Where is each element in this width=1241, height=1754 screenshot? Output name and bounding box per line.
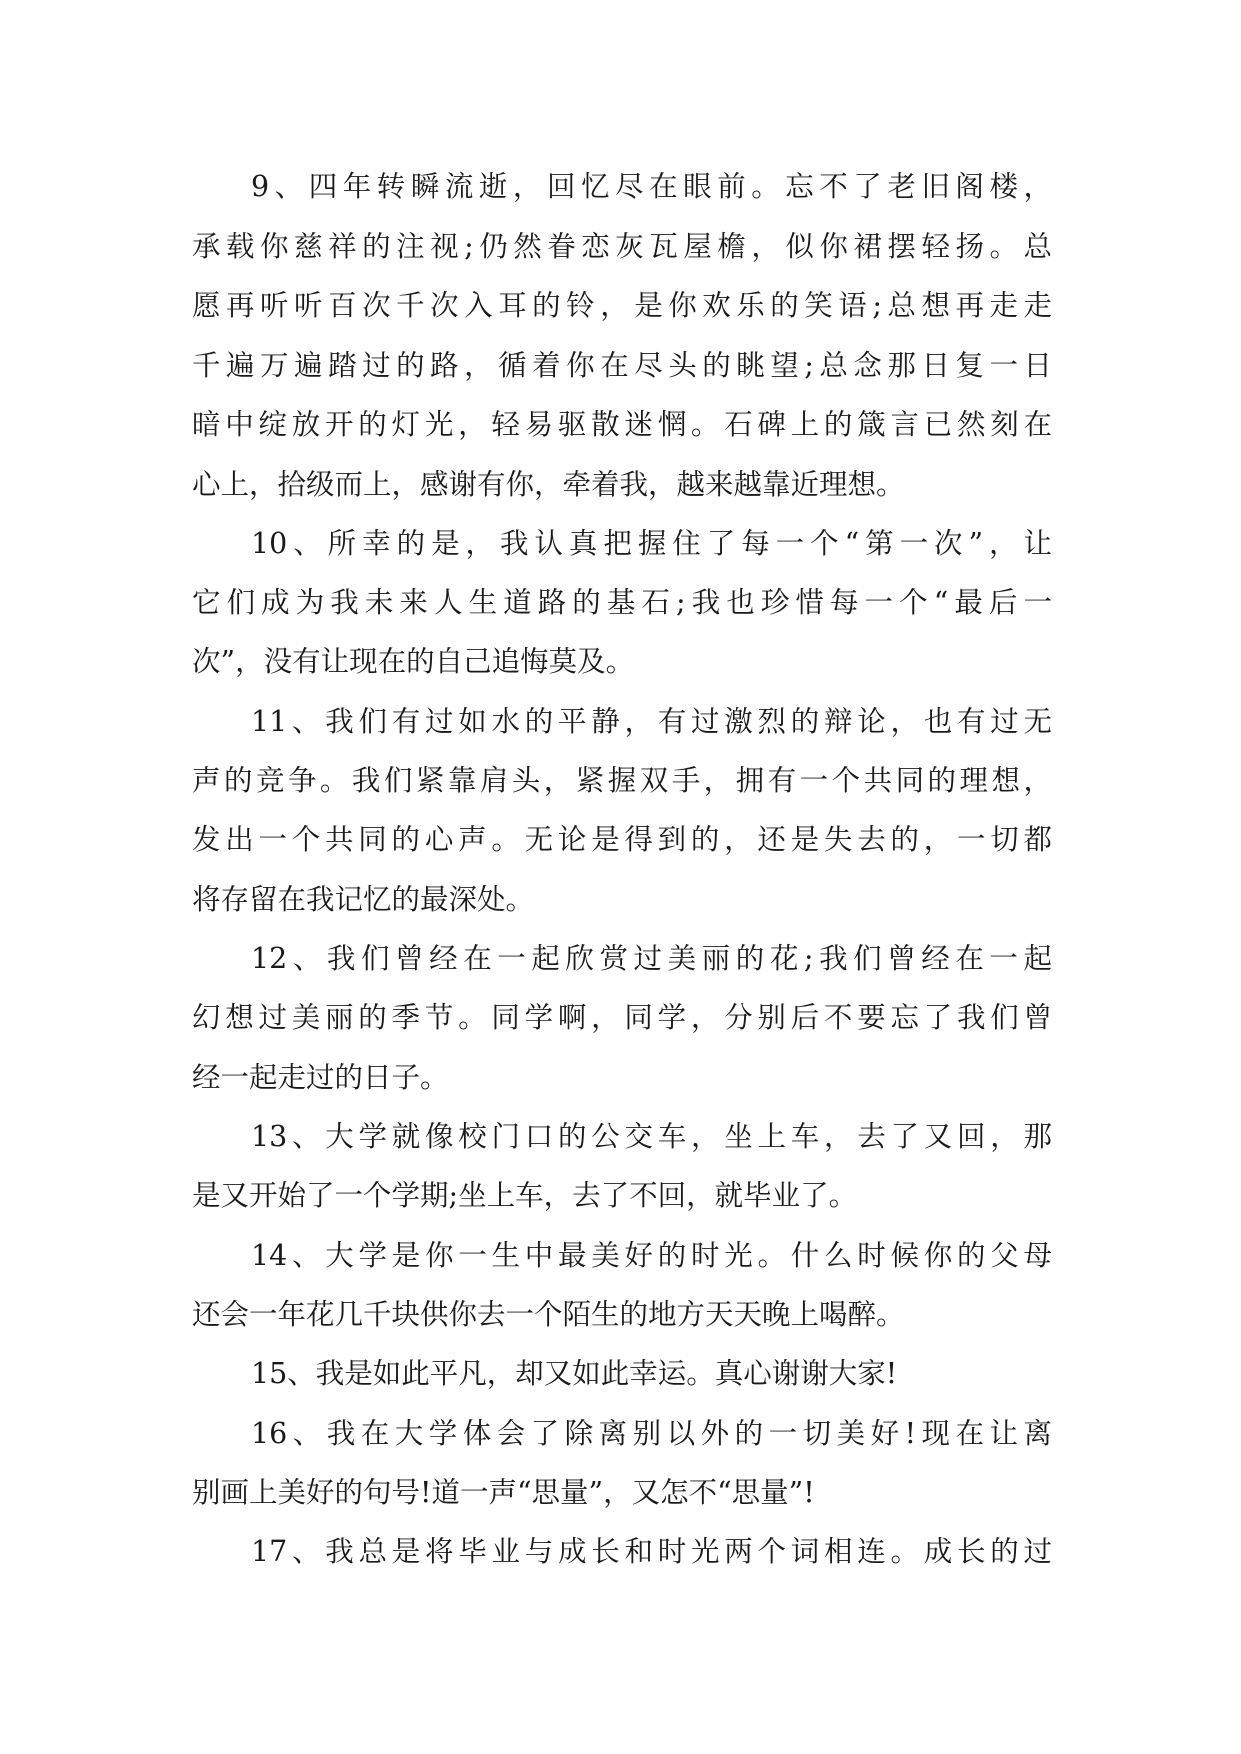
- text-line: 愿再听听百次千次入耳的铃，是你欢乐的笑语;总想再走走: [192, 289, 1052, 322]
- text-line: 10、所幸的是，我认真把握住了每一个“第一次”，让: [251, 527, 1052, 560]
- text-line: 幻想过美丽的季节。同学啊，同学，分别后不要忘了我们曾: [192, 1001, 1052, 1034]
- text-line: 承载你慈祥的注视;仍然眷恋灰瓦屋檐，似你裙摆轻扬。总: [192, 230, 1052, 263]
- text-line: 是又开始了一个学期;坐上车，去了不回，就毕业了。: [192, 1179, 858, 1212]
- text-line: 14、大学是你一生中最美好的时光。什么时候你的父母: [251, 1239, 1052, 1272]
- text-line: 别画上美好的句号!道一声“思量”，又怎不“思量”!: [192, 1476, 815, 1509]
- text-line: 暗中绽放开的灯光，轻易驱散迷惘。石碑上的箴言已然刻在: [192, 408, 1052, 441]
- text-line: 发出一个共同的心声。无论是得到的，还是失去的，一切都: [192, 823, 1052, 856]
- text-line: 声的竞争。我们紧靠肩头，紧握双手，拥有一个共同的理想，: [192, 764, 1052, 797]
- text-line: 15、我是如此平凡，却又如此幸运。真心谢谢大家!: [251, 1357, 898, 1390]
- text-line: 17、我总是将毕业与成长和时光两个词相连。成长的过: [251, 1535, 1052, 1568]
- text-line: 9、四年转瞬流逝，回忆尽在眼前。忘不了老旧阁楼，: [251, 170, 1052, 203]
- text-line: 经一起走过的日子。: [192, 1061, 449, 1094]
- text-line: 心上，拾级而上，感谢有你，牵着我，越来越靠近理想。: [192, 468, 905, 501]
- text-line: 还会一年花几千块供你去一个陌生的地方天天晚上喝醉。: [192, 1298, 905, 1331]
- text-line: 它们成为我未来人生道路的基石;我也珍惜每一个“最后一: [192, 586, 1052, 619]
- text-line: 16、我在大学体会了除离别以外的一切美好!现在让离: [251, 1417, 1052, 1450]
- text-line: 千遍万遍踏过的路，循着你在尽头的眺望;总念那日复一日: [192, 349, 1052, 382]
- text-line: 13、大学就像校门口的公交车，坐上车，去了又回，那: [251, 1120, 1052, 1153]
- text-line: 11、我们有过如水的平静，有过激烈的辩论，也有过无: [251, 705, 1052, 738]
- text-line: 次”，没有让现在的自己追悔莫及。: [192, 645, 635, 678]
- text-line: 12、我们曾经在一起欣赏过美丽的花;我们曾经在一起: [251, 942, 1052, 975]
- text-line: 将存留在我记忆的最深处。: [192, 883, 535, 916]
